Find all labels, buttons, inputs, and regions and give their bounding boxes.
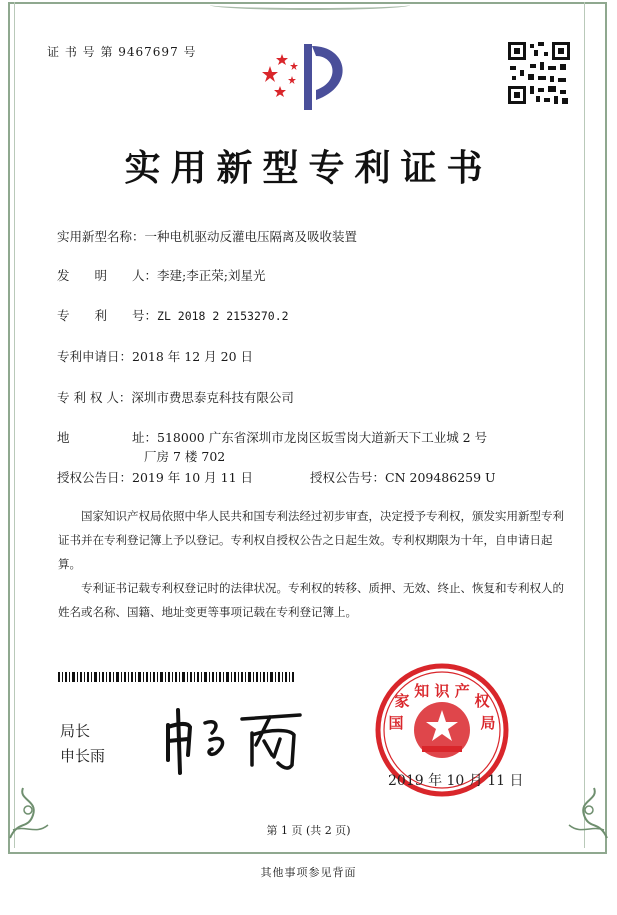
grant-number-value: CN 209486259 U — [385, 470, 496, 485]
address-line-2: 厂房 7 楼 702 — [144, 449, 226, 464]
utility-model-name-value: 一种电机驱动反灌电压隔离及吸收装置 — [144, 229, 358, 244]
grant-date-label: 授权公告日： — [57, 470, 133, 485]
patent-office-logo-icon — [258, 36, 368, 116]
svg-text:权: 权 — [474, 692, 490, 710]
qr-code-icon — [506, 40, 572, 106]
patent-number-label: 专 利 号： — [57, 308, 158, 323]
inventor-value: 李建;李正荣;刘星光 — [157, 268, 266, 283]
address-row — [57, 428, 487, 446]
barcode-icon — [58, 672, 294, 682]
commissioner-title: 局长 — [60, 722, 91, 740]
svg-text:家: 家 — [394, 692, 410, 710]
application-date-row — [57, 347, 253, 365]
application-date-value: 2018 年 12 月 20 日 — [132, 349, 254, 364]
handwritten-signature-icon — [160, 705, 310, 775]
patentee-row — [57, 388, 294, 406]
grant-statement-paragraph: 国家知识产权局依照中华人民共和国专利法经过初步审查，决定授予专利权，颁发实用新型专利证书并在专利登记簿上予以登记。专利权自授权公告之日起生效。专利权期限为十年，自申请日起算。 — [58, 509, 564, 571]
patentee-value: 深圳市费思泰克科技有限公司 — [131, 390, 294, 405]
grant-number-row — [310, 468, 496, 486]
utility-model-name-label: 实用新型名称： — [57, 229, 145, 244]
patentee-label: 专 利 权 人： — [57, 390, 132, 405]
certificate-title: 实用新型专利证书 — [124, 147, 493, 189]
certificate-number: 证 书 号 第 9467697 号 — [47, 45, 197, 59]
address-label: 地 址： — [57, 430, 158, 445]
svg-text:局: 局 — [480, 714, 496, 732]
back-side-note: 其他事项参见背面 — [260, 866, 357, 879]
patent-number-row — [57, 306, 289, 324]
legal-status-paragraph: 专利证书记载专利权登记时的法律状况。专利权的转移、质押、无效、终止、恢复和专利权人的姓名或名称、国籍、地址变更等事项记载在专利登记簿上。 — [58, 581, 564, 619]
utility-model-name-row — [57, 227, 357, 245]
address-line-1: 518000 广东省深圳市龙岗区坂雪岗大道新天下工业城 2 号 — [157, 430, 488, 445]
svg-text:知 识 产: 知 识 产 — [414, 682, 470, 700]
page-number: 第 1 页 (共 2 页) — [266, 824, 351, 837]
grant-number-label: 授权公告号： — [310, 470, 386, 485]
inventor-row — [57, 266, 265, 284]
commissioner-name: 申长雨 — [60, 747, 106, 765]
grant-date-row — [57, 468, 253, 486]
patent-number-value: ZL 2018 2 2153270.2 — [157, 309, 289, 323]
top-ornament — [210, 0, 410, 10]
seal-date: 2019 年 10 月 11 日 — [388, 773, 524, 789]
svg-text:国: 国 — [388, 714, 404, 732]
inventor-label: 发 明 人： — [57, 268, 158, 283]
grant-date-value: 2019 年 10 月 11 日 — [132, 470, 254, 485]
application-date-label: 专利申请日： — [57, 349, 133, 364]
